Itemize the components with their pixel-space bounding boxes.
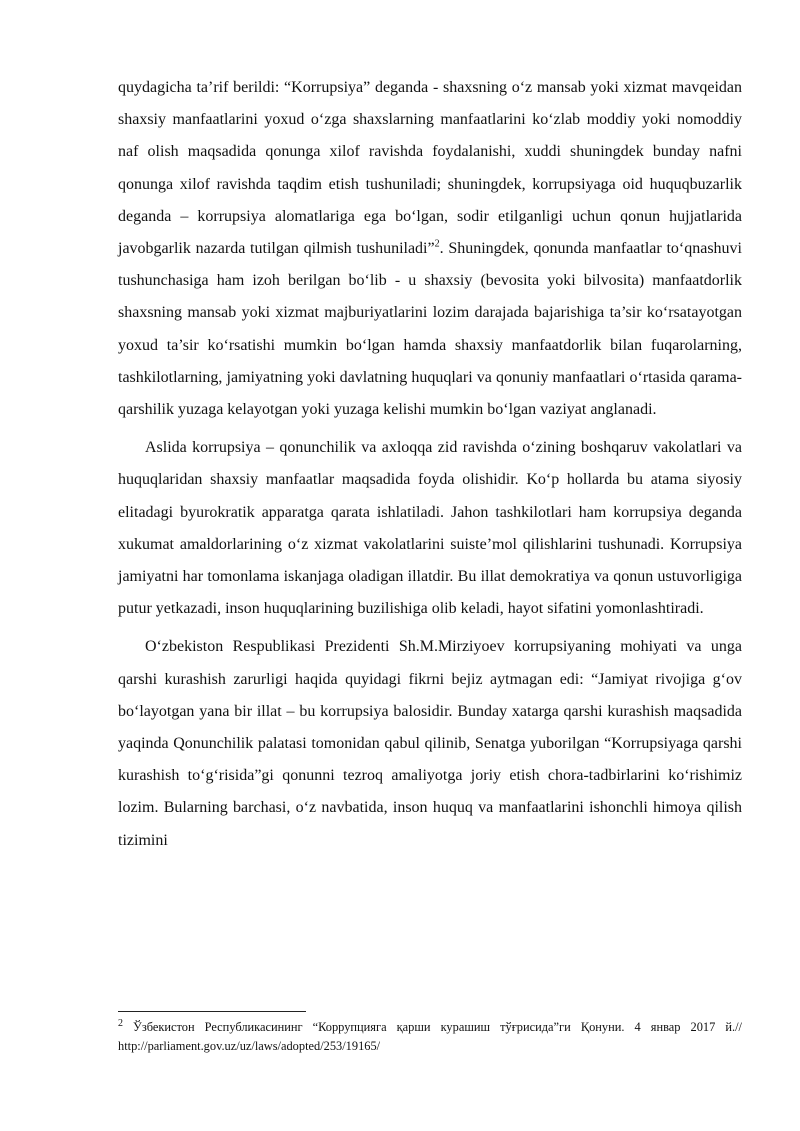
footnote-reference[interactable]: 2 <box>434 238 440 250</box>
paragraph-1-text-a: quydagicha ta’rif berildi: “Korrupsiya” deganda - shaxsning o‘z mansab yoki xizmat mavqeidan shaxsiy manfaatlarini yoxud o‘zga shaxslarning manfaatlarini ko‘zlab moddiy yoki nomoddiy naf olish maqsadida qonunga xilof ravishda foydalanishi, xuddi shuningdek bunday nafni qonunga xilof ravishda taqdim etish tushuniladi; shuningdek, korrupsiyaga oid huquqbuzarlik deganda – korrupsiya alomatlariga ega bo‘lgan, sodir etilganligi uchun qonun hujjatlarida javobgarlik nazarda tutilgan qilmish tushuniladi” <box>118 79 742 258</box>
footnote <box>118 1018 742 1056</box>
footnote-number: 2 <box>118 1017 123 1029</box>
footnote-separator <box>118 1011 306 1012</box>
paragraph-2: Aslida korrupsiya – qonunchilik va axloqqa zid ravishda o‘zining boshqaruv vakolatlari va huquqlaridan shaxsiy manfaatlar maqsadida foyda olishidir. Ko‘p hollarda bu atama siyosiy elitadagi byurokratik apparatga qarata ishlatiladi. Jahon tashkilotlari ham korrupsiya deganda xukumat amaldorlarining o‘z xizmat vakolatlarini suiste’mol qilishlarini tushunadi. Korrupsiya jamiyatni har tomonlama iskanjaga oladigan illatdir. Bu illat demokratiya va qonun ustuvorligiga putur yetkazadi, inson huquqlarining buzilishiga olib keladi, hayot sifatini yomonlashtiradi. <box>118 439 742 618</box>
paragraph-1-text-b: . Shuningdek, qonunda manfaatlar to‘qnashuvi tushunchasiga ham izoh berilgan bo‘lib - u shaxsiy (bevosita yoki bilvosita) manfaatdorlik shaxsning mansab yoki xizmat majburiyatlarini lozim darajada bajarishiga ta’sir ko‘rsatayotgan yoxud ta’sir ko‘rsatishi mumkin bo‘lgan hamda shaxsiy manfaatdorlik bilan fuqarolarning, tashkilotlarning, jamiyatning yoki davlatning huquqlari va qonuniy manfaatlari o‘rtasida qarama-qarshilik yuzaga kelayotgan yoki yuzaga kelishi mumkin bo‘lgan vaziyat anglanadi. <box>118 240 742 419</box>
paragraph-1 <box>118 72 742 426</box>
body-text <box>118 72 742 863</box>
paragraph-3: O‘zbekiston Respublikasi Prezidenti Sh.M.Mirziyoev korrupsiyaning mohiyati va unga qarshi kurashish zarurligi haqida quyidagi fikrni bejiz aytmagan edi: “Jamiyat rivojiga g‘ov bo‘layotgan yana bir illat – bu korrupsiya balosidir. Bunday xatarga qarshi kurashish maqsadida yaqinda Qonunchilik palatasi tomonidan qabul qilinib, Senatga yuborilgan “Korrupsiyaga qarshi kurashish to‘g‘risida”gi qonunni tezroq amaliyotga joriy etish chora-tadbirlarini ko‘rishimiz lozim. Bularning barchasi, o‘z navbatida, inson huquq va manfaatlarini ishonchli himoya qilish tizimini <box>118 638 742 849</box>
footnote-text: Ўзбекистон Республикасининг “Коррупцияга қарши курашиш тўғрисида”ги Қонуни. 4 январ 2017 й.// http://parliament.gov.uz/uz/laws/adopted/253/19165/ <box>118 1020 742 1053</box>
